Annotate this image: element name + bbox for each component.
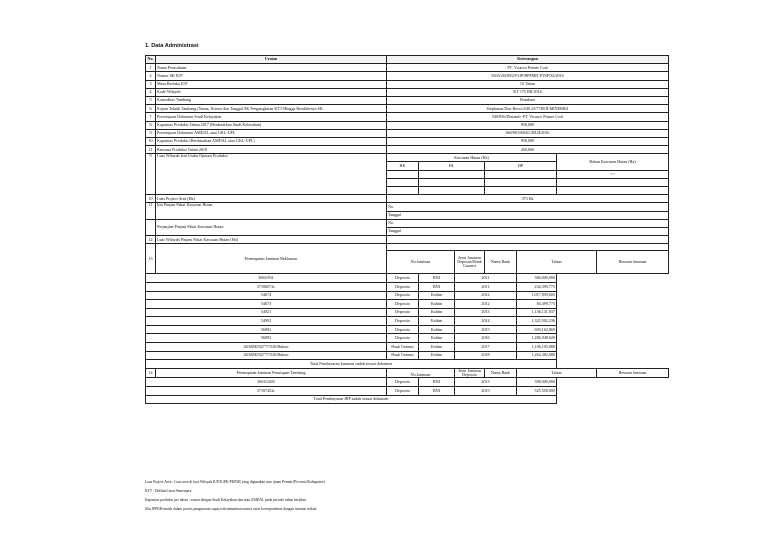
jaminan-nomor: 37187452c: [146, 387, 387, 396]
jaminan-row: [146, 282, 669, 291]
jaminan-nomor: 3063/931: [146, 274, 387, 283]
jaminan-jenis: Bank Garansi: [387, 343, 419, 352]
jaminan-nomor: 56892: [146, 325, 387, 334]
row-ket: Batubara: [387, 96, 669, 104]
empty-cell: [387, 178, 419, 186]
jaminan-besaran: 693,162,869: [517, 325, 557, 334]
row-uraian: Perjanjian Pinjam Pakai Kawasan Hutan: [156, 219, 387, 235]
row-uraian: Penempatan Jaminan Reklamasi: [156, 244, 387, 274]
ippkh-no-label: No.: [387, 203, 669, 211]
jaminan-nomor: 37186073c: [146, 282, 387, 291]
row-ket: 373 Ha: [387, 195, 669, 203]
jaminan-bank: Kaltim: [419, 300, 455, 309]
jaminan-bank: BNI: [419, 274, 455, 283]
jaminan-row: [146, 291, 669, 300]
row-no: 11: [146, 146, 156, 154]
table-row: [146, 146, 669, 154]
row-no: 3: [146, 80, 156, 88]
jaminan-row: [146, 317, 669, 326]
row-ket: PT. Vicasco Primer Coal: [387, 64, 669, 72]
jaminan-besaran: 1,017,859,605: [517, 291, 557, 300]
row-uraian: Luas Project Area (Ha): [156, 195, 387, 203]
perjanjian-no-label: No.: [387, 219, 669, 227]
row-no: 12: [146, 236, 156, 244]
row-ket: 5503/2659/IUP-OP/BPPMD-PTSP/XI/2016: [387, 72, 669, 80]
luas-wilayah-row: [146, 154, 669, 162]
row-ket: [387, 236, 669, 244]
jaminan-besaran: 384,000,000: [517, 274, 557, 283]
empty-cell: [485, 178, 557, 186]
kawasan-hutan-header: Kawasan Hutan (Ha): [387, 154, 557, 162]
jaminan-jenis: Deposito: [387, 300, 419, 309]
empty-cell: [557, 187, 669, 195]
jaminan-besaran: 234,399,775: [517, 282, 557, 291]
kh-hp-value: [485, 170, 557, 178]
jaminan-nomor: 54673: [146, 300, 387, 309]
jaminan-bank: Kaltim: [419, 291, 455, 300]
jaminan-row: [146, 300, 669, 309]
rek-header-bank: Nama Bank: [485, 251, 517, 274]
jaminan-jenis: Deposito: [387, 274, 419, 283]
perjanjian-row: [146, 219, 669, 227]
jaminan-bank: Kaltim: [419, 343, 455, 352]
row-ket: 660/001/SKKL/BLH/2016: [387, 129, 669, 137]
jaminan-jenis: Deposito: [387, 325, 419, 334]
row-no: 7: [146, 113, 156, 121]
rek-header-nomor: No.Jaminan: [387, 251, 455, 274]
pt-header-jenis: Jenis Jaminan Deposito: [455, 368, 485, 378]
row-uraian: Kajian Teknik Tambang (Nama, Nomor dan Tanggal SK Pengangkatan KTT Hingga Berakhirnya SK: [156, 105, 387, 113]
header-keterangan: Keterangan: [387, 56, 669, 64]
row-ket: 450,000: [387, 146, 669, 154]
luas-ppkh-row: [146, 236, 669, 244]
row-uraian: Masa Berlaku IUP: [156, 80, 387, 88]
table-row: [146, 113, 669, 121]
jaminan-jenis: Deposito: [387, 308, 419, 317]
row-uraian: Rencana Produksi Tahun 2018: [156, 146, 387, 154]
header-no: No.: [146, 56, 156, 64]
row-ket: 540/856/Distamb- PT. Vicasco Primer Coal: [387, 113, 669, 121]
row-no: 13: [146, 244, 156, 274]
jaminan-nomor: 54921: [146, 308, 387, 317]
jaminan-jenis: Deposito: [387, 334, 419, 343]
row-uraian: Ijin Pinjam Pakai Kawasan Hutan: [156, 203, 387, 219]
note: KTT : Definitif atau Sementara: [145, 489, 192, 493]
jaminan-jenis: Deposito: [387, 291, 419, 300]
jaminan-tahun: 2012: [455, 291, 517, 300]
administrative-data-table: [145, 55, 669, 404]
jaminan-bank: Kaltim: [419, 351, 455, 360]
jaminan-nomor: 3063/2405: [146, 378, 387, 387]
rek-header-jenis: Jenis Jaminan Deposito/Bank Garansi: [455, 251, 485, 274]
row-ket: 850,000: [387, 137, 669, 145]
jaminan-nomor: 28/SMD/0277/7520/Bnkrai: [146, 351, 387, 360]
jaminan-tahun: 2018: [455, 351, 517, 360]
jaminan-bank: BNI: [419, 387, 455, 396]
row-ket: Stephanus Don Bosco/540.23/7748/II-MINERBA: [387, 105, 669, 113]
rek-header-besaran: Besaran Jaminan: [597, 251, 669, 274]
jaminan-tahun: 2012: [455, 300, 517, 309]
row-uraian: Nama Perusahaan: [156, 64, 387, 72]
jaminan-tahun: 2016: [455, 334, 517, 343]
jaminan-nomor: 56893: [146, 334, 387, 343]
kh-col-hl: HL: [419, 162, 485, 170]
row-ket: 10 Tahun: [387, 80, 669, 88]
bukan-kawasan-hutan-header: Bukan Kawasan Hutan (Ha): [557, 154, 669, 170]
pt-header-bank: Nama Bank: [485, 368, 517, 378]
row-uraian: Kapasitas Produksi Tahun 2017 (Berdasarkan Studi Kelayakan): [156, 121, 387, 129]
row-no: 1: [146, 64, 156, 72]
jaminan-tahun: 2017: [455, 343, 517, 352]
table-row: [146, 96, 669, 104]
row-no: 2: [146, 72, 156, 80]
row-ket: KT 175 BB 2016: [387, 88, 669, 96]
row-no: 5: [146, 96, 156, 104]
jaminan-row: [146, 351, 669, 360]
row-uraian: Komoditas Tambang: [156, 96, 387, 104]
jaminan-besaran: 1,106,105,888: [517, 343, 557, 352]
row-uraian: Kapasitas Produksi (Berdasarkan AMDAL atau UKL-UPL): [156, 137, 387, 145]
jaminan-jenis: Deposito: [387, 378, 419, 387]
note: Jika IPPKH masih dalam proses pengurusan supaya dicantumkan nomor surat korespondensi dengan instansi terkait: [145, 507, 317, 511]
jaminan-tahun: 2013: [455, 378, 517, 387]
jaminan-bank: Kaltim: [419, 317, 455, 326]
jaminan-tahun: 2015: [455, 387, 517, 396]
empty-cell: [419, 187, 485, 195]
row-no: 11: [146, 203, 156, 219]
ippkh-tanggal-label: Tanggal: [387, 211, 669, 219]
rek-total: Total Pembayaran Jaminan sudah sesuai dokumen: [146, 360, 557, 369]
pt-header-nomor: No.Jaminan: [387, 368, 455, 378]
pascatambang-total-row: [146, 395, 669, 404]
row-no: 9: [146, 154, 156, 195]
jaminan-tahun: 2015: [455, 325, 517, 334]
perjanjian-tanggal-label: Tanggal: [387, 227, 669, 235]
jaminan-tahun: 2011: [455, 282, 517, 291]
jaminan-row: [146, 274, 669, 283]
reklamasi-spacer-row: [146, 244, 669, 251]
table-row: [146, 137, 669, 145]
row-uraian: Persetujuan Dokumen AMDAL atau UKL-UPL: [156, 129, 387, 137]
note: Kapasitas produksi per tahun : sesuai dengan Studi Kelayakan dan atau AMDAL pada periode tahun berjalan: [145, 498, 306, 502]
row-ket: 850,000: [387, 121, 669, 129]
pt-header-besaran: Besaran Jaminan: [597, 368, 669, 378]
jaminan-besaran: 84,399,775: [517, 300, 557, 309]
rek-header-tahun: Tahun: [517, 251, 597, 274]
row-uraian: Persetujuan Dokumen Studi Kelayakan: [156, 113, 387, 121]
pt-header-tahun: Tahun: [517, 368, 597, 378]
jaminan-jenis: Deposito: [387, 317, 419, 326]
project-area-row: [146, 195, 669, 203]
jaminan-bank: Kaltim: [419, 325, 455, 334]
note: Luas Project Area : Luas area di luar Wilayah IUP/IUPK/PKP2B yang digunakan atas ijinan Pemda (Provinsi/Kabupaten): [145, 480, 325, 484]
table-row: [146, 129, 669, 137]
jaminan-jenis: Deposito: [387, 282, 419, 291]
jaminan-row: [146, 334, 669, 343]
jaminan-nomor: 54674: [146, 291, 387, 300]
spacer: [387, 244, 669, 251]
jaminan-row: [146, 308, 669, 317]
jaminan-nomor: 28/SMD/0277/7520/Bnkrai: [146, 343, 387, 352]
jaminan-besaran: 1,136,131,837: [517, 308, 557, 317]
jaminan-bank: BNI: [419, 282, 455, 291]
jaminan-besaran: 398,000,000: [517, 378, 557, 387]
empty-cell: [387, 187, 419, 195]
header-uraian: Uraian: [156, 56, 387, 64]
row-no: 10: [146, 195, 156, 203]
bukan-value: 3/3: [557, 170, 669, 178]
row-no: 9: [146, 129, 156, 137]
row-no: 6: [146, 105, 156, 113]
row-no: 8: [146, 121, 156, 129]
jaminan-besaran: 1,325,502,236: [517, 317, 557, 326]
table-row: [146, 72, 669, 80]
table-row: [146, 121, 669, 129]
jaminan-besaran: 1,264,382,080: [517, 351, 557, 360]
jaminan-besaran: 1,286,948,626: [517, 334, 557, 343]
pt-total: Total Pembayaran JRP sudah sesuai dokumen: [146, 395, 557, 404]
jaminan-row: [146, 387, 669, 396]
jaminan-bank: Kaltim: [419, 308, 455, 317]
row-uraian: Kode Wilayah: [156, 88, 387, 96]
row-uraian: Penempatan Jaminan Penutupan Tambang: [156, 368, 387, 378]
row-no: [146, 219, 156, 235]
row-no: 10: [146, 137, 156, 145]
jaminan-nomor: 54992: [146, 317, 387, 326]
row-uraian: Luas Wilayah Pinjam Pakai Kawasan Hutan (Ha): [156, 236, 387, 244]
empty-cell: [485, 187, 557, 195]
row-no: 4: [146, 88, 156, 96]
table-row: [146, 64, 669, 72]
jaminan-row: [146, 343, 669, 352]
row-uraian: Luas Wilayah Izin Usaha Operasi Produksi: [156, 154, 387, 195]
jaminan-tahun: 2014: [455, 317, 517, 326]
jaminan-row: [146, 378, 669, 387]
table-row: [146, 80, 669, 88]
reklamasi-total-row: [146, 360, 669, 369]
kh-col-hk: HK: [387, 162, 419, 170]
ippkh-row: [146, 203, 669, 211]
kh-hk-value: [387, 170, 419, 178]
kh-hl-value: [419, 170, 485, 178]
row-no: 14: [146, 368, 156, 378]
jaminan-tahun: 2011: [455, 274, 517, 283]
kh-col-hp: HP: [485, 162, 557, 170]
empty-cell: [419, 178, 485, 186]
jaminan-jenis: Bank Garansi: [387, 351, 419, 360]
jaminan-tahun: 2013: [455, 308, 517, 317]
table-row: [146, 88, 669, 96]
notes: [145, 478, 325, 514]
jaminan-row: [146, 325, 669, 334]
section-title: 1. Data Administrasi: [145, 43, 199, 49]
jaminan-bank: BNI: [419, 378, 455, 387]
row-uraian: Nomor SK IUP: [156, 72, 387, 80]
table-row: [146, 105, 669, 113]
jaminan-bank: Kaltim: [419, 334, 455, 343]
empty-cell: [557, 178, 669, 186]
table-header-row: [146, 56, 669, 64]
jaminan-besaran: 525,558,000: [517, 387, 557, 396]
jaminan-jenis: Deposito: [387, 387, 419, 396]
